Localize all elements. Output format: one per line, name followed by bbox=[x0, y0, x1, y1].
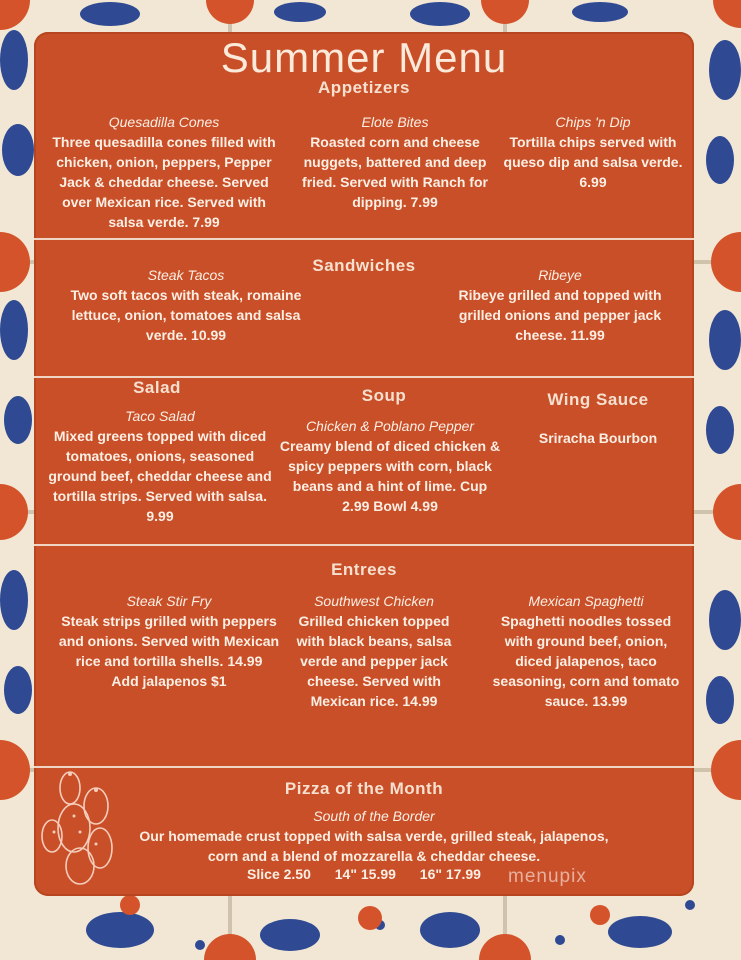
item-name: Chicken & Poblano Pepper bbox=[305, 418, 475, 434]
divider bbox=[34, 544, 694, 546]
menu-item bbox=[520, 428, 676, 448]
item-description: Two soft tacos with steak, romaine lettuce, onion, tomatoes and salsa verde. 10.99 bbox=[70, 287, 302, 343]
menu-item bbox=[278, 416, 502, 516]
entrees-heading: Entrees bbox=[331, 560, 397, 579]
soup-heading: Soup bbox=[361, 386, 407, 405]
wing-sauce-heading: Wing Sauce bbox=[547, 390, 649, 409]
item-description: Sriracha Bourbon bbox=[538, 430, 658, 446]
menu-item bbox=[62, 265, 310, 345]
pizza-prices bbox=[34, 866, 694, 882]
menu-item bbox=[500, 112, 686, 192]
item-name: Steak Tacos bbox=[147, 267, 225, 283]
item-name: Elote Bites bbox=[361, 114, 429, 130]
divider bbox=[34, 238, 694, 240]
item-name: Mexican Spaghetti bbox=[528, 593, 644, 609]
menu-item bbox=[290, 112, 500, 212]
menu-item bbox=[46, 112, 282, 232]
appetizers-heading: Appetizers bbox=[318, 78, 410, 97]
item-description: Mixed greens topped with diced tomatoes, onions, seasoned ground beef, cheddar cheese and tortilla strips. Served with salsa. 9.99 bbox=[48, 428, 272, 524]
item-name: South of the Border bbox=[313, 808, 435, 824]
price-14: 14" 15.99 bbox=[334, 866, 396, 882]
menu-item bbox=[134, 806, 614, 826]
item-description: Roasted corn and cheese nuggets, battered and deep fried. Served with Ranch for dipping. 7.99 bbox=[302, 134, 488, 210]
item-name: Taco Salad bbox=[125, 408, 195, 424]
item-name: Chips 'n Dip bbox=[555, 114, 631, 130]
menu-item bbox=[486, 591, 686, 711]
menu-item bbox=[134, 826, 614, 866]
item-description: Ribeye grilled and topped with grilled onions and pepper jack cheese. 11.99 bbox=[458, 287, 662, 343]
item-description: Three quesadilla cones filled with chicken, onion, peppers, Pepper Jack & cheddar cheese. Served over Mexican rice. Served with salsa verde. 7.99 bbox=[52, 134, 276, 230]
pizza-heading: Pizza of the Month bbox=[284, 779, 444, 798]
item-name: Quesadilla Cones bbox=[108, 114, 220, 130]
item-description: Grilled chicken topped with black beans, salsa verde and pepper jack cheese. Served with Mexican rice. 14.99 bbox=[296, 613, 452, 709]
price-slice: Slice 2.50 bbox=[247, 866, 311, 882]
item-description: Tortilla chips served with queso dip and salsa verde. 6.99 bbox=[503, 134, 683, 190]
price-16: 16" 17.99 bbox=[419, 866, 481, 882]
item-name: Steak Stir Fry bbox=[126, 593, 212, 609]
item-description: Spaghetti noodles tossed with ground beef, onion, diced jalapenos, taco seasoning, corn and tomato sauce. 13.99 bbox=[492, 613, 680, 709]
item-name: Southwest Chicken bbox=[314, 593, 434, 609]
item-extra: Add jalapenos $1 bbox=[111, 673, 227, 689]
menu-item bbox=[58, 591, 280, 691]
menu-item bbox=[286, 591, 462, 711]
menu-item bbox=[444, 265, 676, 345]
item-description: Steak strips grilled with peppers and onions. Served with Mexican rice and tortilla shells. 14.99 bbox=[58, 613, 280, 669]
divider bbox=[34, 766, 694, 768]
cactus-icon bbox=[34, 766, 124, 892]
menu-title: Summer Menu bbox=[220, 34, 508, 81]
item-description: Creamy blend of diced chicken & spicy peppers with corn, black beans and a hint of lime. Cup 2.99 Bowl 4.99 bbox=[279, 438, 501, 514]
menu-item bbox=[46, 406, 274, 526]
watermark: menupix bbox=[508, 866, 587, 887]
salad-heading: Salad bbox=[133, 378, 181, 397]
menu-panel bbox=[34, 32, 694, 896]
item-name: Ribeye bbox=[538, 267, 582, 283]
item-description: Our homemade crust topped with salsa verde, grilled steak, jalapenos, corn and a blend of mozzarella & cheddar cheese. bbox=[139, 828, 609, 864]
sandwiches-heading: Sandwiches bbox=[312, 256, 416, 275]
